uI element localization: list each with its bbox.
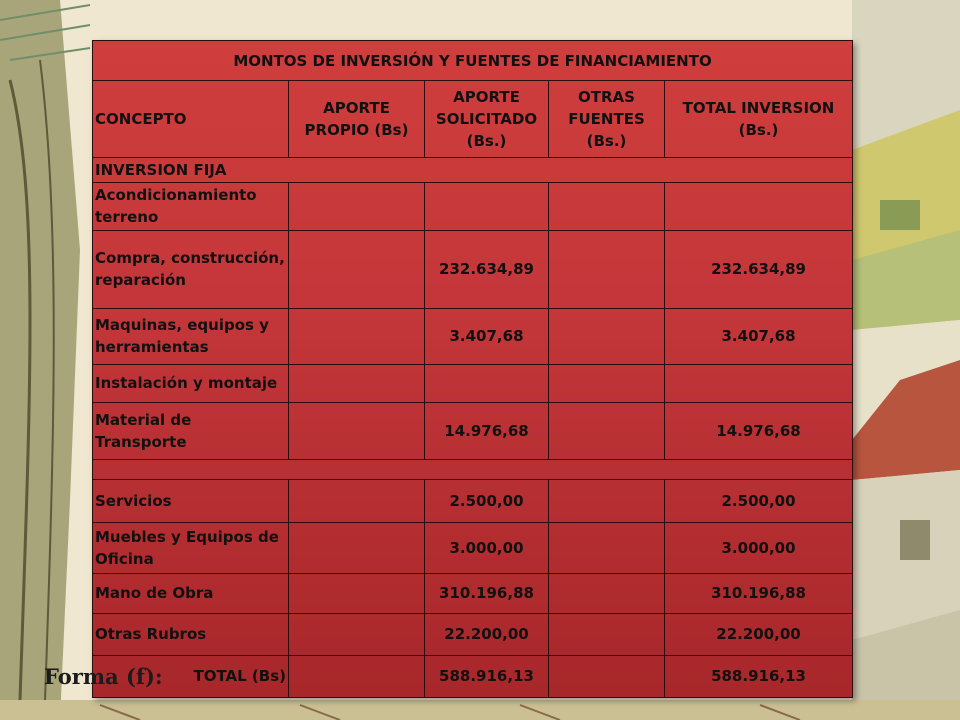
- row-aporte-propio: [289, 308, 425, 364]
- table-row: [93, 523, 853, 573]
- spacer-row: [93, 460, 853, 480]
- header-concepto: CONCEPTO: [93, 81, 289, 158]
- header-aporte-solicitado: APORTE SOLICITADO (Bs.): [425, 81, 549, 158]
- total-label: TOTAL (Bs): [93, 655, 289, 697]
- row-aporte-solicitado: [425, 364, 549, 402]
- row-total: 310.196,88: [665, 573, 853, 613]
- row-aporte-solicitado: 3.000,00: [425, 523, 549, 573]
- row-concepto: Otras Rubros: [93, 613, 289, 655]
- section-row: [93, 158, 853, 183]
- row-concepto: Compra, construcción, reparación: [93, 230, 289, 308]
- forma-label: Forma (f):: [44, 664, 163, 689]
- total-aporte-solicitado: 588.916,13: [425, 655, 549, 697]
- row-otras-fuentes: [549, 480, 665, 523]
- table-row: [93, 364, 853, 402]
- table-row: [93, 183, 853, 230]
- table-row: [93, 480, 853, 523]
- row-aporte-propio: [289, 613, 425, 655]
- row-concepto: Acondicionamiento terreno: [93, 183, 289, 230]
- row-concepto: Instalación y montaje: [93, 364, 289, 402]
- row-total: 2.500,00: [665, 480, 853, 523]
- row-otras-fuentes: [549, 364, 665, 402]
- row-otras-fuentes: [549, 230, 665, 308]
- table-row: [93, 403, 853, 460]
- header-total-inversion: TOTAL INVERSION (Bs.): [665, 81, 853, 158]
- row-aporte-propio: [289, 183, 425, 230]
- total-otras-fuentes: [549, 655, 665, 697]
- table-title: MONTOS DE INVERSIÓN Y FUENTES DE FINANCIAMIENTO: [93, 41, 853, 81]
- row-aporte-solicitado: [425, 183, 549, 230]
- row-concepto: Maquinas, equipos y herramientas: [93, 308, 289, 364]
- row-concepto: Mano de Obra: [93, 573, 289, 613]
- row-aporte-propio: [289, 364, 425, 402]
- row-aporte-solicitado: 232.634,89: [425, 230, 549, 308]
- row-concepto: Material de Transporte: [93, 403, 289, 460]
- table-row: [93, 613, 853, 655]
- header-aporte-propio: APORTE PROPIO (Bs): [289, 81, 425, 158]
- total-inversion: 588.916,13: [665, 655, 853, 697]
- section-label: INVERSION FIJA: [93, 158, 853, 183]
- row-aporte-solicitado: 3.407,68: [425, 308, 549, 364]
- row-total: 232.634,89: [665, 230, 853, 308]
- title-row: [93, 41, 853, 81]
- row-otras-fuentes: [549, 573, 665, 613]
- total-row: [93, 655, 853, 697]
- table-row: [93, 573, 853, 613]
- header-otras-fuentes: OTRAS FUENTES (Bs.): [549, 81, 665, 158]
- row-concepto: Servicios: [93, 480, 289, 523]
- row-total: 3.000,00: [665, 523, 853, 573]
- row-total: 3.407,68: [665, 308, 853, 364]
- row-otras-fuentes: [549, 403, 665, 460]
- empty-row: [93, 460, 853, 480]
- investment-table: [92, 40, 853, 698]
- row-aporte-propio: [289, 523, 425, 573]
- row-concepto: Muebles y Equipos de Oficina: [93, 523, 289, 573]
- row-aporte-solicitado: 14.976,68: [425, 403, 549, 460]
- row-aporte-solicitado: 22.200,00: [425, 613, 549, 655]
- row-aporte-solicitado: 2.500,00: [425, 480, 549, 523]
- row-otras-fuentes: [549, 613, 665, 655]
- table-row: [93, 308, 853, 364]
- row-aporte-propio: [289, 230, 425, 308]
- header-row: [93, 81, 853, 158]
- table-row: [93, 230, 853, 308]
- row-total: [665, 183, 853, 230]
- row-otras-fuentes: [549, 308, 665, 364]
- row-aporte-solicitado: 310.196,88: [425, 573, 549, 613]
- row-aporte-propio: [289, 573, 425, 613]
- row-aporte-propio: [289, 480, 425, 523]
- row-aporte-propio: [289, 403, 425, 460]
- row-otras-fuentes: [549, 523, 665, 573]
- total-aporte-propio: [289, 655, 425, 697]
- row-total: [665, 364, 853, 402]
- row-otras-fuentes: [549, 183, 665, 230]
- row-total: 14.976,68: [665, 403, 853, 460]
- row-total: 22.200,00: [665, 613, 853, 655]
